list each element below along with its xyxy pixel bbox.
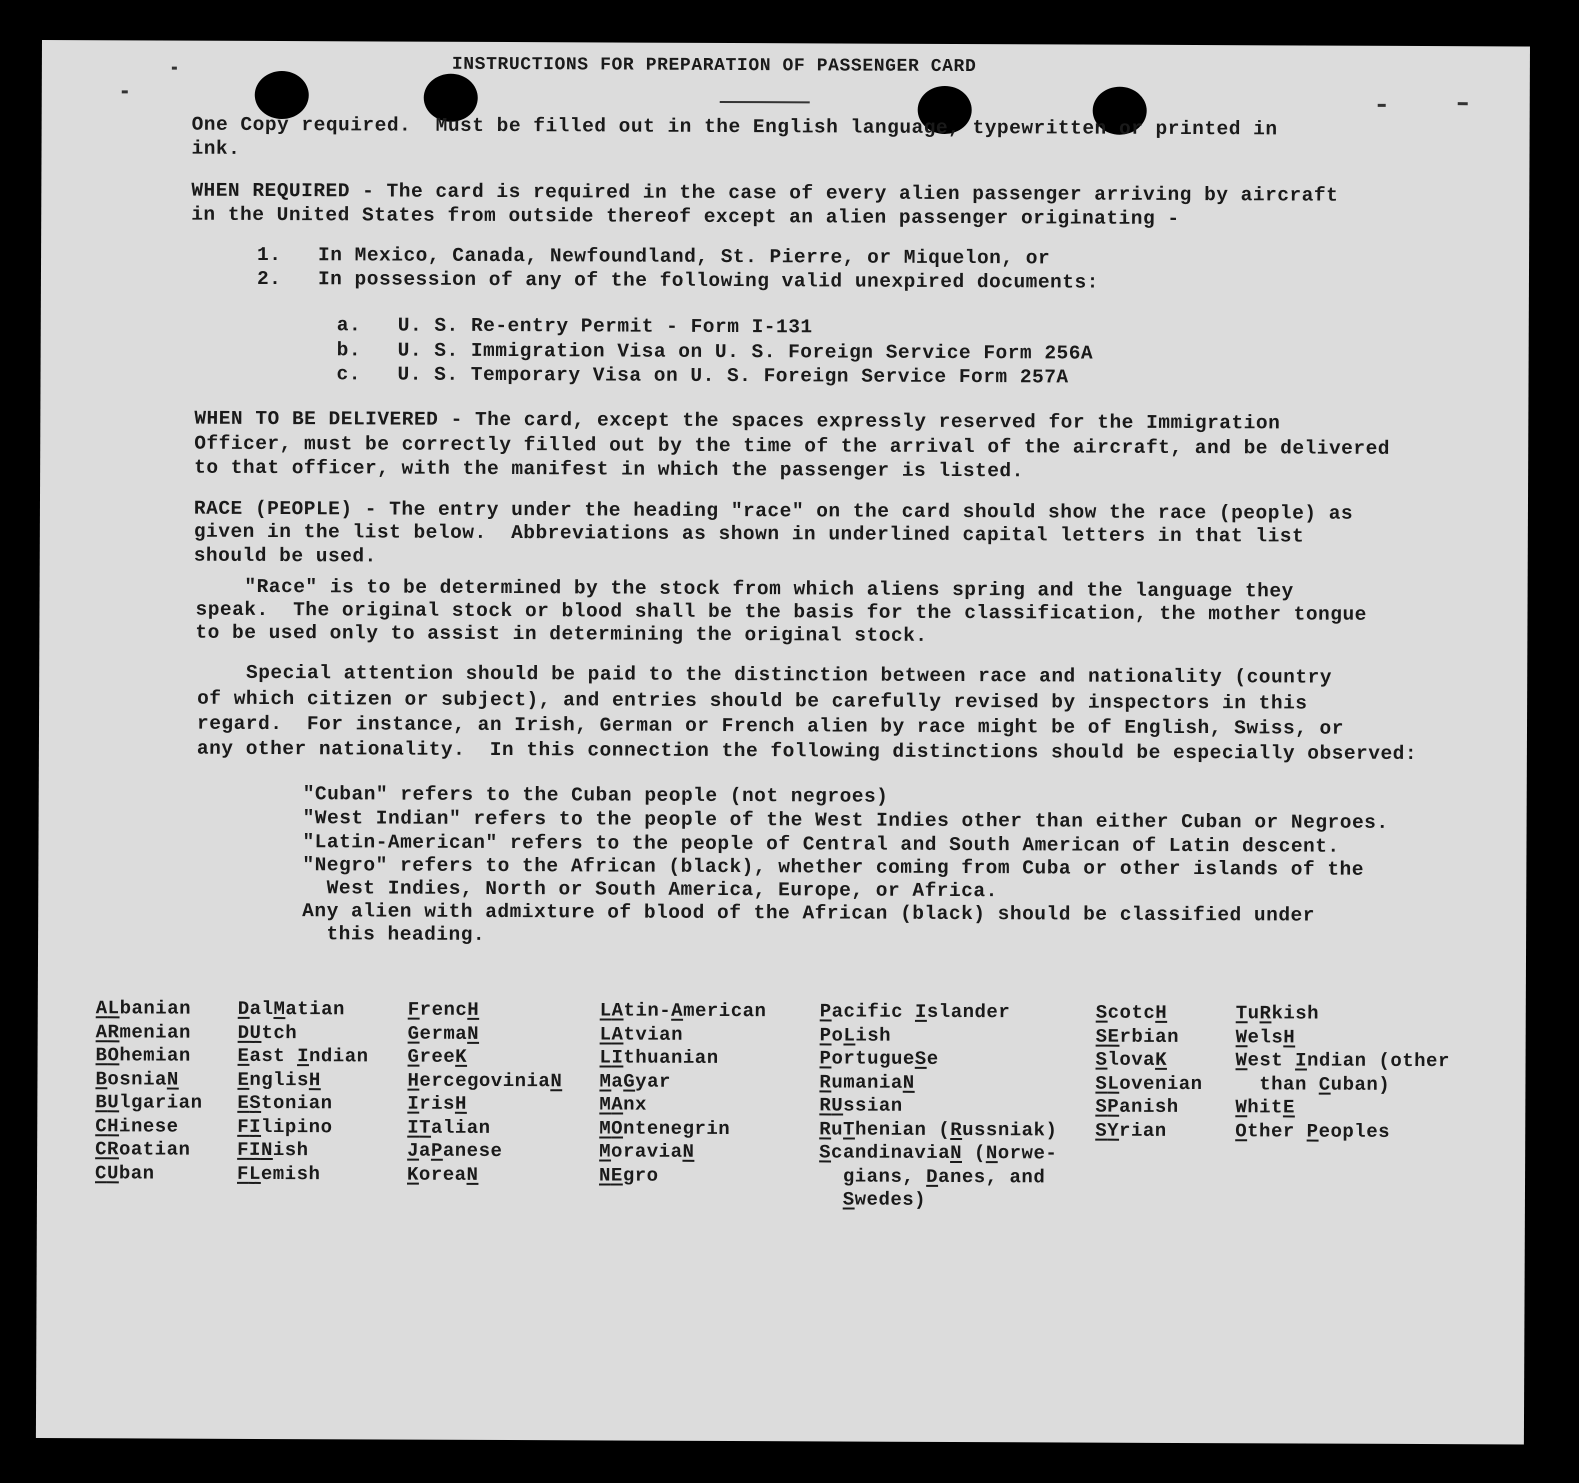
race-entry: MAnx (599, 1093, 648, 1116)
race-entry: SPanish (1095, 1095, 1179, 1118)
special-line: Special attention should be paid to the distinction between race and nationality (country (197, 661, 1333, 689)
page-title: INSTRUCTIONS FOR PREPARATION OF PASSENGER CARD (451, 54, 977, 78)
speck (1458, 102, 1468, 105)
stock-line: "Race" is to be determined by the stock from which aliens spring and the language they (195, 575, 1294, 603)
sub-list-item: c. U. S. Temporary Visa on U. S. Foreign Service Form 257A (336, 363, 1069, 389)
race-entry: East Indian (237, 1044, 369, 1068)
list-item: 1. In Mexico, Canada, Newfoundland, St. Pierre, or Miquelon, or (257, 243, 1051, 270)
race-entry: SYrian (1095, 1119, 1167, 1142)
punch-hole (255, 71, 309, 119)
race-entry: KoreaN (407, 1163, 479, 1186)
race-entry: RUssian (819, 1094, 903, 1117)
race-entry: DUtch (237, 1021, 298, 1044)
special-line: regard. For instance, an Irish, German or French alien by race might be of English, Swiss, or (196, 712, 1345, 740)
race-entry: DalMatian (237, 997, 345, 1021)
intro-line: ink. (191, 137, 241, 160)
race-entry: RuThenian (Russniak) (819, 1117, 1058, 1141)
distinction-line: "West Indian" refers to the people of the West Indies other than either Cuban or Negroes. (302, 807, 1389, 834)
special-line: any other nationality. In this connection the following distinctions should be especially observed: (196, 737, 1418, 766)
deliver-line: to that officer, with the manifest in which the passenger is listed. (194, 456, 1024, 483)
race-entry: PortugueSe (819, 1047, 939, 1070)
race-entry: PoLish (819, 1023, 892, 1047)
distinction-line: "Latin-American" refers to the people of Central and South American of Latin descent. (302, 831, 1340, 858)
race-column (407, 999, 563, 1188)
when-required-line: in the United States from outside thereof except an alien passenger originating - (191, 203, 1180, 230)
distinction-line: West Indies, North or South America, Europe, or Africa. (302, 877, 998, 903)
race-entry: TuRkish (1235, 1002, 1320, 1025)
distinction-line: "Negro" refers to the African (black), whether coming from Cuba or other islands of the (302, 854, 1365, 881)
race-entry: Other Peoples (1235, 1119, 1391, 1143)
distinction-line: this heading. (302, 923, 486, 946)
race-column (599, 999, 767, 1188)
intro-line: One Copy required. Must be filled out in the English language, typewritten or printed in (191, 113, 1278, 141)
when-required-line: WHEN REQUIRED - The card is required in the case of every alien passenger arriving by aircraft (191, 179, 1339, 207)
race-entry: IrisH (407, 1092, 467, 1115)
speck (720, 101, 810, 103)
race-column (95, 997, 203, 1185)
race-entry: ScotcH (1095, 1001, 1168, 1024)
race-entry: ScandinaviaN (Norwe- (819, 1141, 1058, 1165)
list-item: 2. In possession of any of the following valid unexpired documents: (256, 267, 1099, 294)
race-entry: GreeK (407, 1045, 468, 1068)
race-entry: BUlgarian (95, 1091, 203, 1114)
speck (122, 90, 128, 93)
race-line: given in the list below. Abbreviations as shown in underlined capital letters in that list (193, 520, 1305, 548)
race-entry: than Cuban) (1259, 1072, 1391, 1096)
race-entry: RumaniaN (819, 1070, 915, 1094)
race-column (1235, 1002, 1450, 1144)
race-column (819, 1000, 1058, 1213)
race-column (1095, 1002, 1203, 1143)
race-entry: JaPanese (407, 1139, 503, 1163)
speck (1378, 104, 1386, 107)
race-entry: MOntenegrin (599, 1116, 731, 1140)
race-entry: BosniaN (95, 1067, 179, 1091)
race-entry: ITalian (407, 1116, 491, 1139)
race-entry: WhitE (1235, 1096, 1295, 1119)
race-entry: SErbian (1095, 1025, 1180, 1048)
stock-line: speak. The original stock or blood shall be the basis for the classification, the mother tongue (195, 598, 1367, 626)
race-entry: GermaN (407, 1022, 480, 1045)
race-entry: gians, Danes, and (842, 1165, 1046, 1188)
race-entry: CRoatian (95, 1138, 191, 1161)
speck (172, 67, 177, 70)
race-entry: EnglisH (237, 1068, 321, 1091)
race-entry: West Indian (other (1235, 1049, 1450, 1073)
race-entry: EStonian (237, 1091, 333, 1115)
deliver-line: Officer, must be correctly filled out by the time of the arrival of the aircraft, and be delivered (194, 432, 1391, 460)
race-entry: Pacific Islander (819, 1000, 1011, 1024)
race-line: should be used. (193, 544, 377, 568)
race-entry: LAtin-American (599, 999, 767, 1023)
race-entry: HercegoviniaN (407, 1069, 563, 1092)
race-entry: NEgro (599, 1163, 659, 1187)
race-column (237, 998, 369, 1187)
special-line: of which citizen or subject), and entries should be carefully revised by inspectors in this (197, 687, 1308, 715)
race-line: RACE (PEOPLE) - The entry under the heading "race" on the card should show the race (people) as (193, 497, 1354, 525)
race-entry: FIlipino (237, 1115, 333, 1138)
race-entry: SLovenian (1095, 1072, 1203, 1095)
race-entry: MaGyar (599, 1069, 671, 1093)
race-entry: CUban (95, 1161, 155, 1185)
distinction-line: "Cuban" refers to the Cuban people (not negroes) (302, 783, 889, 808)
race-entry: FINish (237, 1138, 309, 1162)
race-entry: Swedes) (842, 1188, 927, 1211)
race-entry: LAtvian (599, 1022, 684, 1046)
race-entry: WelsH (1235, 1025, 1296, 1048)
race-entry: ALbanian (95, 997, 192, 1020)
distinction-line: Any alien with admixture of blood of the African (black) should be classified under (302, 900, 1316, 927)
document-page (36, 40, 1530, 1444)
race-entry: LIthuanian (599, 1046, 719, 1069)
race-entry: FLemish (237, 1162, 321, 1185)
sub-list-item: a. U. S. Re-entry Permit - Form I-131 (336, 314, 813, 339)
race-entry: BOhemian (95, 1044, 191, 1067)
race-entry: MoraviaN (599, 1140, 695, 1163)
race-entry: FrencH (407, 998, 480, 1021)
stock-line: to be used only to assist in determining the original stock. (195, 621, 928, 647)
race-entry: ARmenian (95, 1020, 191, 1044)
race-entry: SlovaK (1095, 1048, 1168, 1071)
sub-list-item: b. U. S. Immigration Visa on U. S. Foreign Service Form 256A (336, 339, 1094, 365)
race-entry: CHinese (95, 1114, 179, 1138)
deliver-line: WHEN TO BE DELIVERED - The card, except the spaces expressly reserved for the Immigration (194, 407, 1281, 435)
